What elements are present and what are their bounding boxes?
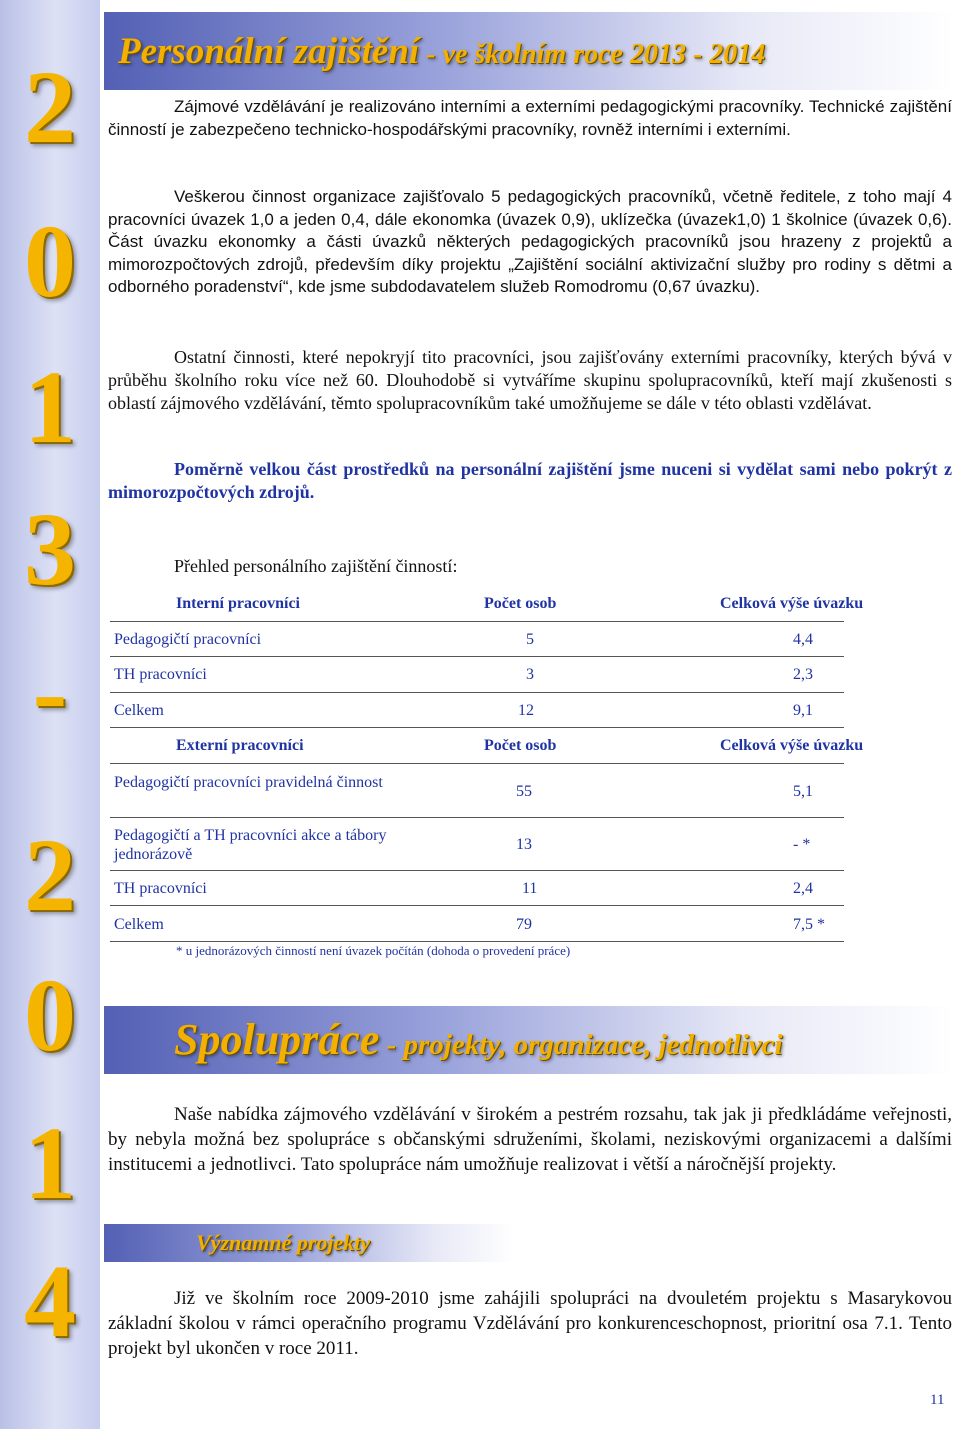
year-digit: 1 [24, 350, 76, 465]
table-divider [110, 905, 844, 906]
table-footnote: * u jednorázových činností není úvazek počítán (dohoda o provedení práce) [176, 943, 571, 958]
table-divider [110, 817, 844, 818]
section-title [174, 1014, 783, 1065]
table-cell-count: 12 [518, 702, 534, 719]
page-number: 11 [930, 1392, 945, 1408]
year-sidebar [0, 0, 100, 1429]
table-header-count: Počet osob [484, 595, 557, 612]
table-divider [110, 692, 844, 693]
table-cell-label: TH pracovníci [114, 666, 207, 683]
year-digit: 1 [24, 1106, 76, 1221]
year-digit: 2 [24, 50, 76, 165]
table-header-internal: Interní pracovníci [176, 595, 300, 612]
table-cell-count: 3 [526, 666, 534, 683]
table-cell-label: Celkem [114, 702, 164, 719]
table-header-fte: Celková výše úvazku [720, 595, 864, 612]
table-header-fte: Celková výše úvazku [720, 737, 864, 754]
table-divider [110, 621, 844, 622]
table-cell-count: 5 [526, 631, 534, 648]
year-digit: 0 [24, 204, 76, 319]
table-cell-fte: 9,1 [793, 702, 813, 719]
table-cell-fte: 4,4 [793, 631, 813, 648]
table-divider [110, 763, 844, 764]
section-title-main: Spolupráce [174, 1015, 380, 1064]
table-cell-count: 13 [516, 836, 532, 853]
table-divider [110, 941, 844, 942]
table-divider [110, 727, 844, 728]
page-title-sub: - ve školním roce 2013 - 2014 [419, 39, 766, 70]
table-cell-label: Pedagogičtí a TH pracovníci akce a tábory jednorázově [114, 827, 387, 863]
year-dash: - [32, 634, 68, 749]
table-cell-count: 55 [516, 783, 532, 800]
table-cell-count: 11 [522, 880, 538, 897]
paragraph-external: Ostatní činnosti, které nepokryjí tito pracovníci, jsou zajišťovány externími pracovníky, kterých bývá v průběhu školního roku více než 60. Dlouhodobě si vytváříme skupinu spolupracovníků, kteří mají zkušenosti s oblastí zájmového vzdělávání, těmto spolupracovníkům také umožňujeme se dále v této oblasti vzdělávat. [108, 347, 952, 413]
table-cell-fte: 2,3 [793, 666, 813, 683]
paragraph-funding-note: Poměrně velkou část prostředků na personální zajištění jsme nuceni si vydělat sami nebo pokrýt z mimorozpočtových zdrojů. [108, 459, 952, 502]
section-title-sub: - projekty, organizace, jednotlivci [379, 1029, 783, 1061]
year-digit: 0 [24, 958, 76, 1073]
table-cell-count: 79 [516, 916, 532, 933]
paragraph-intro: Zájmové vzdělávání je realizováno interními a externími pedagogickými pracovníky. Technické zajištění činností je zabezpečeno technicko-hospodářskými pracovníky, rovněž interními i externími. [108, 97, 952, 139]
table-header-count: Počet osob [484, 737, 557, 754]
table-cell-fte: 2,4 [793, 880, 813, 897]
paragraph-staff: Veškerou činnost organizace zajišťovalo 5 pedagogických pracovníků, včetně ředitele, z toho mají 4 pracovníci úvazek 1,0 a jeden 0,4, dále ekonomka (úvazek 0,9), uklízečka (úvazek1,0) 1 školnice (úvazek 0,6). Část úvazku ekonomky a části úvazků některých pedagogických pracovníků jsou hrazeny z projektů a mimorozpočtových zdrojů, především díky projektu „Zajištění sociální aktivizační služby pro rodiny s dětmi a odborného poradenství“, kde jsme subdodavatelem služeb Romodromu (0,67 úvazku). [108, 187, 952, 296]
table-header-external: Externí pracovníci [176, 737, 304, 754]
subsection-title: Významné projekty [196, 1230, 371, 1255]
table-cell-fte: - * [793, 836, 811, 853]
table-cell-fte: 7,5 * [793, 916, 825, 933]
table-title: Přehled personálního zajištění činností: [174, 556, 458, 576]
table-cell-label: Celkem [114, 916, 164, 933]
page-title [118, 30, 765, 73]
year-digit: 3 [24, 492, 76, 607]
section-banner-personal [104, 12, 954, 90]
table-cell-fte: 5,1 [793, 783, 813, 800]
section-banner-cooperation [104, 1006, 954, 1074]
year-digit: 4 [24, 1244, 76, 1359]
table-divider [110, 870, 844, 871]
section-banner-projects [104, 1224, 514, 1262]
table-divider [110, 656, 844, 657]
year-digit: 2 [24, 818, 76, 933]
table-cell-label: TH pracovníci [114, 880, 207, 897]
table-cell-label: Pedagogičtí pracovníci pravidelná činnost [114, 774, 383, 791]
table-cell-label: Pedagogičtí pracovníci [114, 631, 262, 648]
page-title-main: Personální zajištění [118, 31, 420, 72]
paragraph-projects: Již ve školním roce 2009-2010 jsme zahájili spolupráci na dvouletém projektu s Masarykovou základní školou v rámci operačního programu Vzdělávání pro konkurenceschopnost, prioritní osa 7.1. Tento projekt byl ukončen v roce 2011. [108, 1288, 952, 1359]
paragraph-cooperation: Naše nabídka zájmového vzdělávání v širokém a pestrém rozsahu, tak jak ji předkládáme veřejnosti, by nebyla možná bez spolupráce s občanskými sdruženími, školami, neziskovými organizacemi a dalšími institucemi a jednotlivci. Tato spolupráce nám umožňuje realizovat i větší a náročnější projekty. [108, 1104, 952, 1175]
